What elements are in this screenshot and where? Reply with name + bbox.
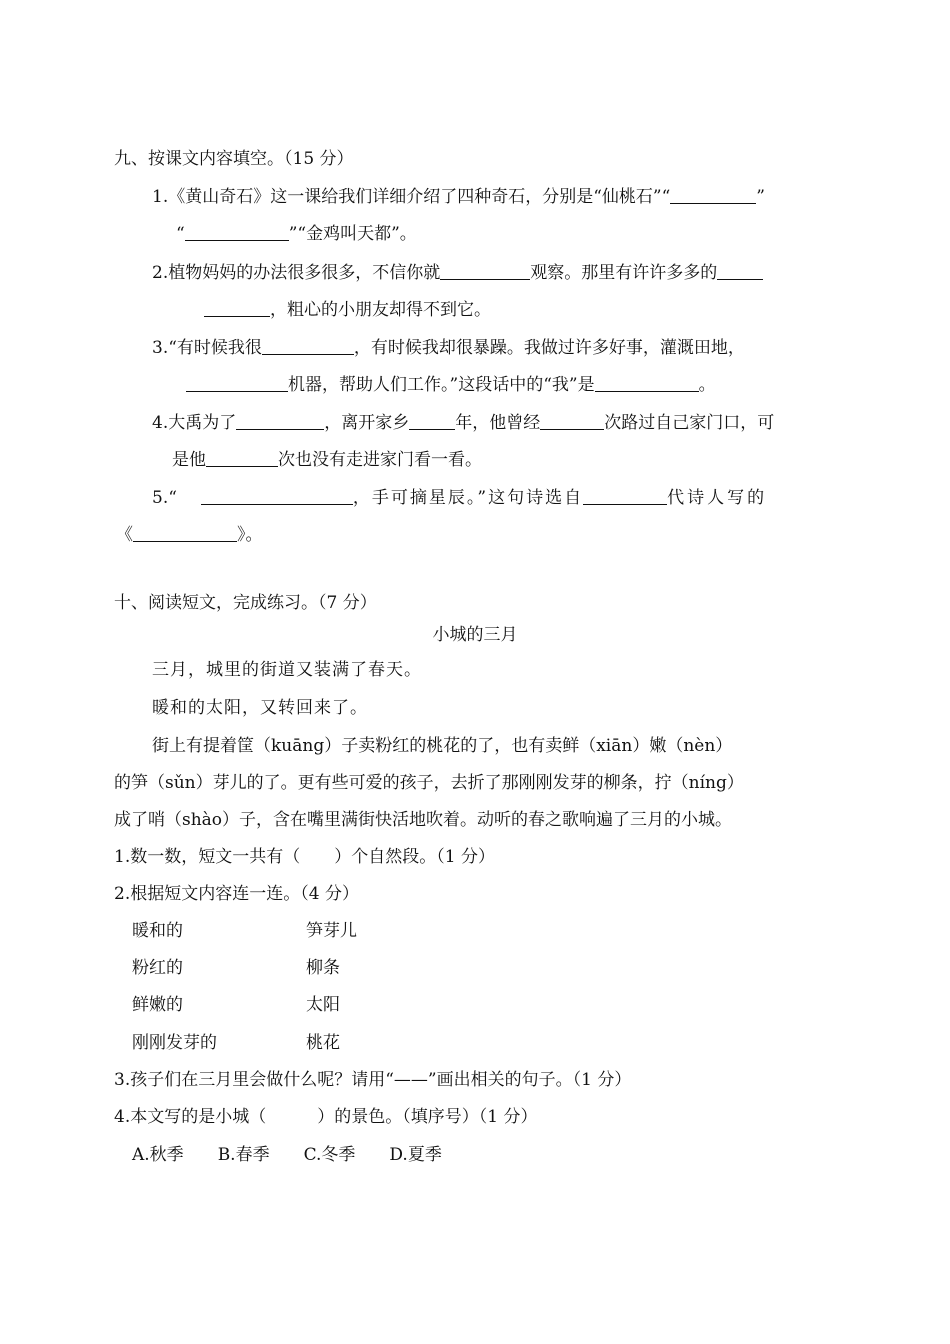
answer-blank[interactable] <box>206 448 278 467</box>
answer-blank[interactable] <box>133 523 237 542</box>
q9-2-line1 <box>152 261 763 285</box>
story-title: 小城的三月 <box>432 625 518 645</box>
q9-5-text-a: 5.“ <box>152 488 177 508</box>
option-c[interactable]: C.冬季 <box>303 1145 356 1165</box>
q9-4-text-f: 次也没有走进家门看一看。 <box>278 450 482 470</box>
q9-4-text-a: 4.大禹为了 <box>152 413 237 433</box>
q10-2: 2.根据短文内容连一连。（4 分） <box>114 884 359 904</box>
q9-1-line2 <box>176 222 417 246</box>
story-paragraph-1: 三月，城里的街道又装满了春天。 <box>152 660 422 680</box>
answer-blank[interactable] <box>236 411 324 430</box>
match-left-item[interactable]: 刚刚发芽的 <box>132 1033 217 1053</box>
q9-2-text-b: 观察。那里有许许多多的 <box>530 263 718 283</box>
answer-blank[interactable] <box>440 261 530 280</box>
story-paragraph-3-line2: 的笋（sǔn）芽儿的了。更有些可爱的孩子，去折了那刚刚发芽的柳条，拧（níng） <box>114 773 744 793</box>
q9-5-text-e: 》。 <box>237 525 263 545</box>
q9-5-text-b: ，手可摘星辰。”这句诗选自 <box>352 488 584 508</box>
q9-4-text-e: 是他 <box>172 450 206 470</box>
q9-4-text-b: ，离开家乡 <box>324 413 410 433</box>
answer-blank[interactable] <box>583 486 667 505</box>
q9-5-text-c: 代诗人写的 <box>667 488 768 508</box>
q9-2-text-c: ，粗心的小朋友却得不到它。 <box>270 300 491 320</box>
answer-blank[interactable] <box>186 373 288 392</box>
q9-2-line2 <box>204 298 491 322</box>
answer-blank[interactable] <box>540 411 604 430</box>
option-a[interactable]: A.秋季 <box>132 1145 184 1165</box>
q9-1-text: 1.《黄山奇石》这一课给我们详细介绍了四种奇石，分别是“仙桃石”“ <box>152 187 671 207</box>
answer-blank[interactable] <box>409 411 455 430</box>
answer-blank[interactable] <box>595 373 699 392</box>
answer-blank[interactable] <box>670 185 756 204</box>
story-paragraph-2: 暖和的太阳，又转回来了。 <box>152 698 368 718</box>
option-b[interactable]: B.春季 <box>217 1145 270 1165</box>
match-left-item[interactable]: 暖和的 <box>132 921 183 941</box>
q9-5-line2 <box>116 523 263 547</box>
answer-blank[interactable] <box>185 222 289 241</box>
q9-3-text-d: 。 <box>698 375 716 395</box>
q9-1-tail: ”“金鸡叫天都”。 <box>288 224 417 244</box>
q10-1: 1.数一数，短文一共有（ ）个自然段。（1 分） <box>114 847 495 867</box>
match-left-item[interactable]: 鲜嫩的 <box>132 995 183 1015</box>
answer-blank[interactable] <box>201 486 353 505</box>
q9-4-text-c: 年，他曾经 <box>455 413 541 433</box>
q9-3-line2 <box>186 373 716 397</box>
option-d[interactable]: D.夏季 <box>389 1145 442 1165</box>
section-9-heading: 九、按课文内容填空。（15 分） <box>114 149 354 169</box>
q9-4-line1 <box>152 411 774 435</box>
q9-1-line1 <box>152 185 765 209</box>
story-paragraph-3-line1: 街上有提着筐（kuāng）子卖粉红的桃花的了，也有卖鲜（xiān）嫩（nèn） <box>152 736 733 756</box>
q9-1-quote-open: “ <box>176 224 185 244</box>
q9-3-text-b: ，有时候我却很暴躁。我做过许多好事，灌溉田地， <box>353 338 745 358</box>
section-10-heading: 十、阅读短文，完成练习。（7 分） <box>114 593 377 613</box>
q9-1-quote: ” <box>756 187 765 207</box>
q9-5-line1 <box>152 486 767 510</box>
match-right-item[interactable]: 笋芽儿 <box>306 921 357 941</box>
q9-4-text-d: 次路过自己家门口，可 <box>604 413 775 433</box>
answer-blank[interactable] <box>717 261 763 280</box>
answer-blank[interactable] <box>262 336 354 355</box>
q10-4: 4.本文写的是小城（ ）的景色。（填序号）（1 分） <box>114 1107 538 1127</box>
q9-2-text-a: 2.植物妈妈的办法很多很多，不信你就 <box>152 263 441 283</box>
q9-3-line1 <box>152 336 745 360</box>
match-right-item[interactable]: 桃花 <box>306 1033 340 1053</box>
answer-blank[interactable] <box>204 298 270 317</box>
match-right-item[interactable]: 柳条 <box>306 958 340 978</box>
story-paragraph-3-line3: 成了哨（shào）子，含在嘴里满街快活地吹着。动听的春之歌响遍了三月的小城。 <box>114 810 733 830</box>
q9-5-text-d: 《 <box>116 525 133 545</box>
q10-3: 3.孩子们在三月里会做什么呢？请用“——”画出相关的句子。（1 分） <box>114 1070 632 1090</box>
match-left-item[interactable]: 粉红的 <box>132 958 183 978</box>
q9-3-text-c: 机器，帮助人们工作。”这段话中的“我”是 <box>288 375 595 395</box>
q9-3-text-a: 3.“有时候我很 <box>152 338 262 358</box>
match-right-item[interactable]: 太阳 <box>306 995 340 1015</box>
q9-4-line2 <box>172 448 482 472</box>
q10-4-options <box>132 1143 476 1167</box>
